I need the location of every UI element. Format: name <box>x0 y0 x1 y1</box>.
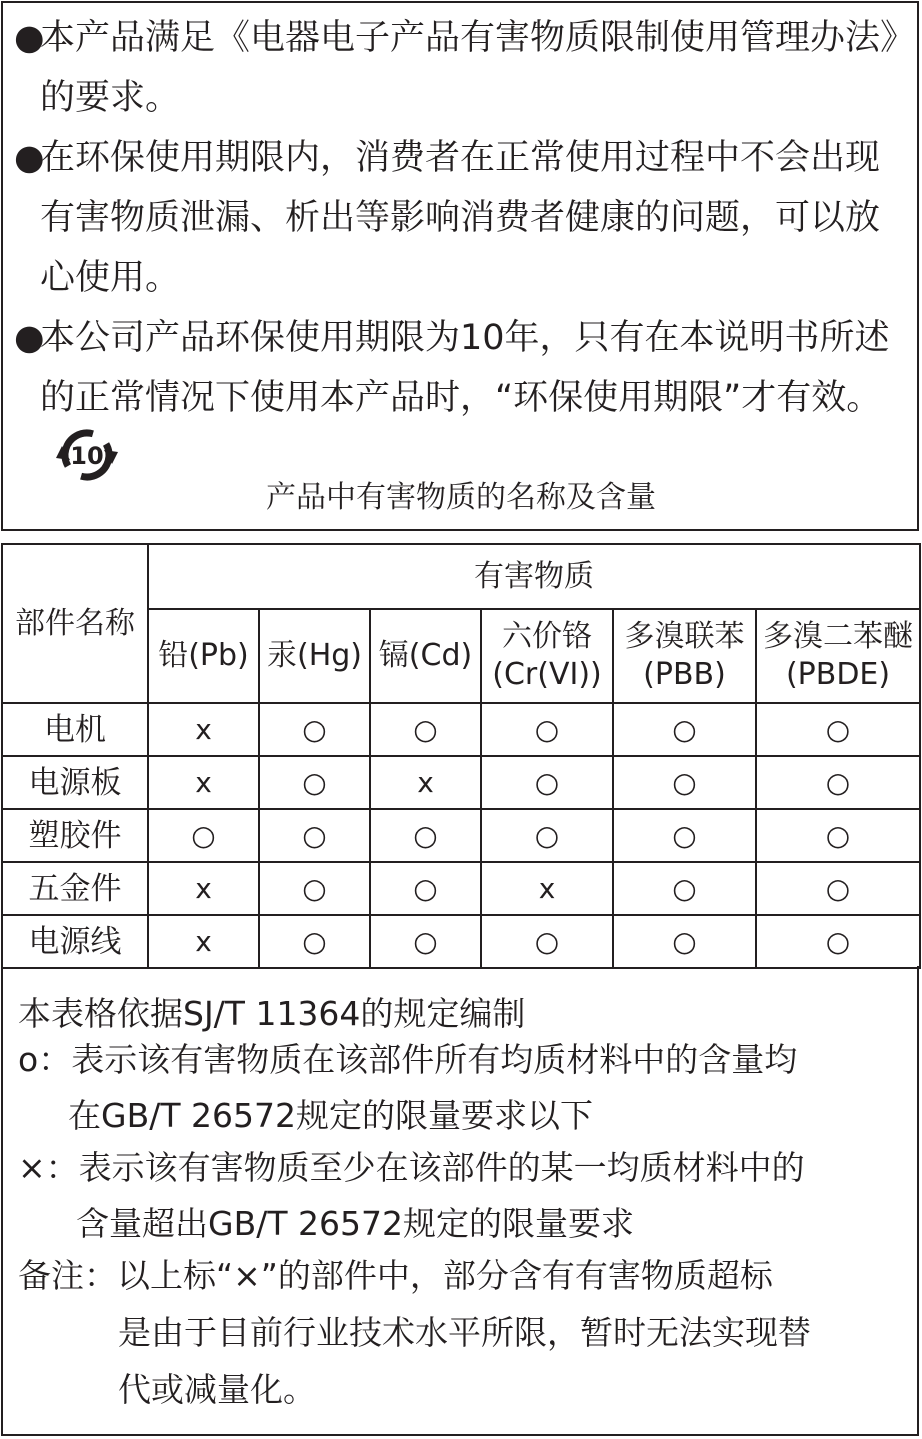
part-name-header: 部件名称 <box>2 544 148 703</box>
part-name: 塑胶件 <box>2 809 148 862</box>
substance-mark: ○ <box>756 915 920 968</box>
table-row <box>2 862 920 915</box>
substance-mark: ○ <box>613 915 756 968</box>
table-caption: 产品中有害物质的名称及含量 <box>266 480 656 515</box>
substance-mark: ○ <box>756 809 920 862</box>
substance-mark: ○ <box>370 703 481 756</box>
substance-header-label: 多溴联苯 (PBB) <box>624 619 745 692</box>
substance-mark: ○ <box>481 809 613 862</box>
substance-mark: ○ <box>259 915 370 968</box>
epup-number: 10 <box>70 442 104 470</box>
substance-mark: ○ <box>756 756 920 809</box>
substance-mark: x <box>148 862 259 915</box>
table-row <box>2 915 920 968</box>
substance-header: 镉(Cd) <box>370 609 481 703</box>
substance-header-label: 六价铬 (Cr(VI)) <box>492 619 602 692</box>
substance-mark: ○ <box>259 756 370 809</box>
statement-text: 本产品满足《电器电子产品有害物质限制使用管理办法》的要求。 <box>40 18 898 118</box>
statement-item-1 <box>14 8 906 128</box>
substance-mark: ○ <box>148 809 259 862</box>
bullet: ● <box>14 318 45 358</box>
part-name: 五金件 <box>2 862 148 915</box>
statement-text: 在环保使用期限内，消费者在正常使用过程中不会出现有害物质泄漏、析出等影响消费者健康的问题，可以放心使用。 <box>40 138 881 298</box>
substance-mark: ○ <box>370 915 481 968</box>
substance-mark: ○ <box>613 809 756 862</box>
hazardous-substance-table <box>1 543 921 969</box>
substance-mark: ○ <box>613 756 756 809</box>
substance-mark: ○ <box>370 809 481 862</box>
substance-header: 汞(Hg) <box>259 609 370 703</box>
substance-mark: ○ <box>481 915 613 968</box>
substance-mark: x <box>148 915 259 968</box>
substance-mark: ○ <box>613 862 756 915</box>
part-name: 电源板 <box>2 756 148 809</box>
note-basis: 本表格依据SJ/T 11364的规定编制 <box>18 994 526 1033</box>
note-remark-line-2: 是由于目前行业技术水平所限，暂时无法实现替 <box>118 1313 811 1352</box>
note-remark-line-3: 代或减量化。 <box>118 1370 316 1409</box>
part-name: 电源线 <box>2 915 148 968</box>
note-remark-line-1: 备注：以上标“×”的部件中，部分含有有害物质超标 <box>18 1256 773 1295</box>
note-circle-line-1: o：表示该有害物质在该部件所有均质材料中的含量均 <box>18 1040 798 1079</box>
table-row <box>2 703 920 756</box>
note-cross-line-1: ×：表示该有害物质至少在该部件的某一均质材料中的 <box>18 1148 805 1187</box>
substance-header: 铅(Pb) <box>148 609 259 703</box>
substance-mark: ○ <box>481 703 613 756</box>
substance-mark: ○ <box>756 862 920 915</box>
substance-header-label: 多溴二苯醚 (PBDE) <box>763 619 914 692</box>
substance-mark: x <box>148 756 259 809</box>
part-name: 电机 <box>2 703 148 756</box>
table-row <box>2 809 920 862</box>
bullet: ● <box>14 18 45 58</box>
substance-header <box>481 609 613 703</box>
substance-mark: ○ <box>259 703 370 756</box>
table-header-row <box>2 544 920 609</box>
hazardous-substances-header: 有害物质 <box>148 544 920 609</box>
substance-mark: ○ <box>370 862 481 915</box>
substance-mark: ○ <box>259 809 370 862</box>
substance-mark: ○ <box>481 756 613 809</box>
bullet: ● <box>14 138 45 178</box>
substance-header <box>613 609 756 703</box>
substance-mark: x <box>481 862 613 915</box>
substance-mark: ○ <box>613 703 756 756</box>
substance-mark: x <box>370 756 481 809</box>
note-cross-line-2: 含量超出GB/T 26572规定的限量要求 <box>76 1204 634 1243</box>
substance-header <box>756 609 920 703</box>
substance-mark: x <box>148 703 259 756</box>
substance-mark: ○ <box>259 862 370 915</box>
table-row <box>2 756 920 809</box>
statement-text-body: 本公司产品环保使用期限为10年，只有在本说明书所述的正常情况下使用本产品时，“环保使用期限”才有效。 <box>40 318 890 418</box>
statement-item-2 <box>14 128 906 308</box>
substance-mark: ○ <box>756 703 920 756</box>
note-circle-line-2: 在GB/T 26572规定的限量要求以下 <box>68 1096 593 1135</box>
